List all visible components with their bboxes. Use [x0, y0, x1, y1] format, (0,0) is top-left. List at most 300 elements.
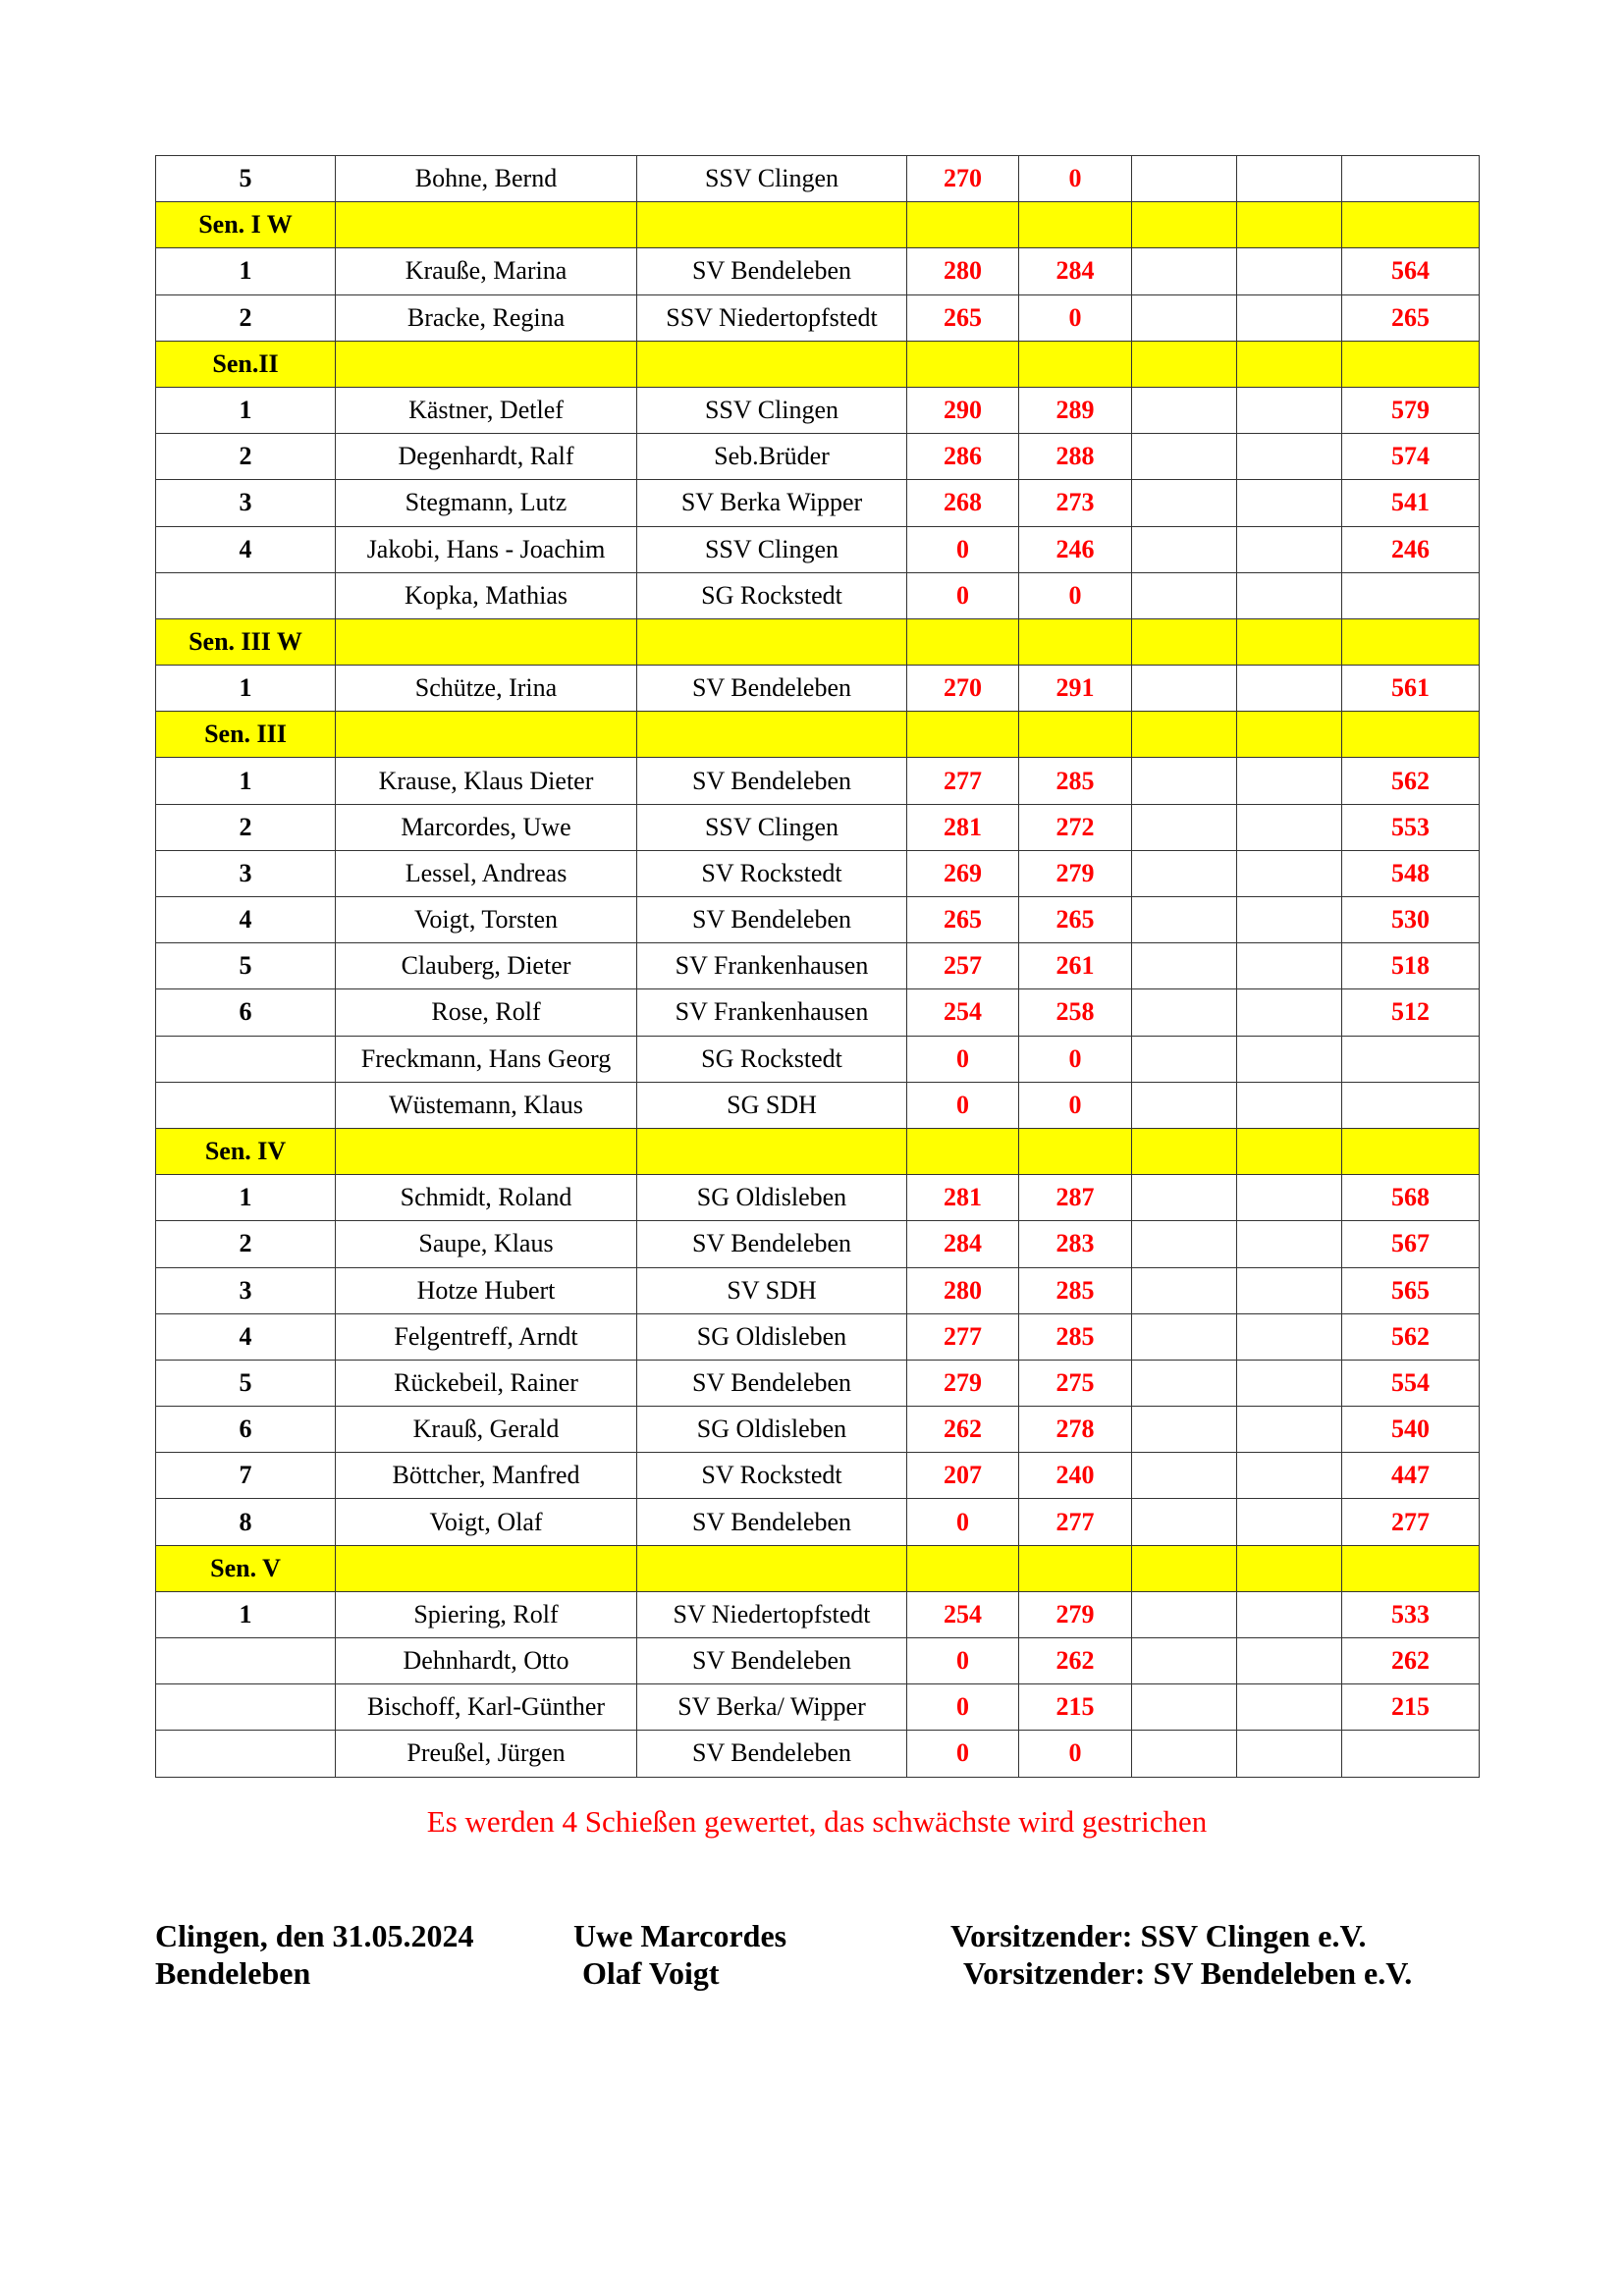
- score-3-cell: [1132, 1638, 1237, 1684]
- score-1-cell: 265: [907, 294, 1019, 341]
- score-4-cell: [1237, 387, 1342, 433]
- score-1-cell: 0: [907, 1731, 1019, 1777]
- empty-cell: [637, 712, 907, 758]
- signature-place-2: Bendeleben: [155, 1955, 311, 1991]
- table-row: [156, 1267, 1480, 1313]
- empty-cell: [907, 1128, 1019, 1174]
- empty-cell: [1019, 618, 1132, 665]
- score-4-cell: [1237, 1221, 1342, 1267]
- score-1-cell: 284: [907, 1221, 1019, 1267]
- table-row: [156, 387, 1480, 433]
- empty-cell: [1237, 202, 1342, 248]
- empty-cell: [907, 712, 1019, 758]
- score-1-cell: 279: [907, 1360, 1019, 1406]
- score-4-cell: [1237, 666, 1342, 712]
- group-header-row: [156, 202, 1480, 248]
- total-cell: 533: [1342, 1591, 1480, 1637]
- total-cell: 246: [1342, 526, 1480, 572]
- table-row: [156, 1360, 1480, 1406]
- empty-cell: [1019, 341, 1132, 387]
- total-cell: 265: [1342, 294, 1480, 341]
- table-row: [156, 526, 1480, 572]
- total-cell: 567: [1342, 1221, 1480, 1267]
- score-4-cell: [1237, 804, 1342, 850]
- score-4-cell: [1237, 1591, 1342, 1637]
- score-2-cell: 258: [1019, 989, 1132, 1036]
- club-cell: SG Rockstedt: [637, 572, 907, 618]
- group-header-row: [156, 712, 1480, 758]
- score-1-cell: 286: [907, 434, 1019, 480]
- score-2-cell: 279: [1019, 1591, 1132, 1637]
- shooter-name-cell: Rose, Rolf: [336, 989, 637, 1036]
- rank-cell: [156, 572, 336, 618]
- table-row: [156, 156, 1480, 202]
- empty-cell: [637, 618, 907, 665]
- shooter-name-cell: Dehnhardt, Otto: [336, 1638, 637, 1684]
- empty-cell: [637, 341, 907, 387]
- score-2-cell: 0: [1019, 294, 1132, 341]
- table-row: [156, 1638, 1480, 1684]
- table-row: [156, 666, 1480, 712]
- score-4-cell: [1237, 897, 1342, 943]
- group-label: Sen.II: [156, 341, 336, 387]
- scoring-note: Es werden 4 Schießen gewertet, das schwächste wird gestrichen: [426, 1804, 1208, 1839]
- total-cell: 562: [1342, 1313, 1480, 1360]
- table-row: [156, 1684, 1480, 1731]
- total-cell: 277: [1342, 1499, 1480, 1545]
- score-1-cell: 0: [907, 1638, 1019, 1684]
- table-row: [156, 294, 1480, 341]
- empty-cell: [1342, 341, 1480, 387]
- score-4-cell: [1237, 1731, 1342, 1777]
- score-3-cell: [1132, 943, 1237, 989]
- score-3-cell: [1132, 480, 1237, 526]
- score-2-cell: 278: [1019, 1407, 1132, 1453]
- club-cell: SV Frankenhausen: [637, 989, 907, 1036]
- shooter-name-cell: Saupe, Klaus: [336, 1221, 637, 1267]
- shooter-name-cell: Degenhardt, Ralf: [336, 434, 637, 480]
- group-header-row: [156, 618, 1480, 665]
- rank-cell: 3: [156, 1267, 336, 1313]
- rank-cell: 1: [156, 248, 336, 294]
- table-row: [156, 989, 1480, 1036]
- score-4-cell: [1237, 526, 1342, 572]
- score-1-cell: 281: [907, 1175, 1019, 1221]
- empty-cell: [1237, 618, 1342, 665]
- score-2-cell: 284: [1019, 248, 1132, 294]
- table-row: [156, 248, 1480, 294]
- rank-cell: [156, 1638, 336, 1684]
- empty-cell: [1237, 1128, 1342, 1174]
- rank-cell: [156, 1731, 336, 1777]
- empty-cell: [637, 202, 907, 248]
- score-4-cell: [1237, 1453, 1342, 1499]
- score-2-cell: 285: [1019, 1313, 1132, 1360]
- club-cell: SSV Niedertopfstedt: [637, 294, 907, 341]
- score-2-cell: 0: [1019, 156, 1132, 202]
- total-cell: [1342, 1082, 1480, 1128]
- score-3-cell: [1132, 897, 1237, 943]
- club-cell: SV Bendeleben: [637, 1360, 907, 1406]
- score-2-cell: 279: [1019, 850, 1132, 896]
- rank-cell: [156, 1036, 336, 1082]
- score-4-cell: [1237, 1267, 1342, 1313]
- club-cell: SV Bendeleben: [637, 897, 907, 943]
- shooter-name-cell: Krauße, Marina: [336, 248, 637, 294]
- score-3-cell: [1132, 1036, 1237, 1082]
- rank-cell: 1: [156, 1175, 336, 1221]
- empty-cell: [907, 618, 1019, 665]
- empty-cell: [907, 1545, 1019, 1591]
- score-2-cell: 285: [1019, 1267, 1132, 1313]
- score-4-cell: [1237, 1082, 1342, 1128]
- score-4-cell: [1237, 572, 1342, 618]
- total-cell: 548: [1342, 850, 1480, 896]
- score-2-cell: 272: [1019, 804, 1132, 850]
- shooter-name-cell: Stegmann, Lutz: [336, 480, 637, 526]
- score-3-cell: [1132, 1267, 1237, 1313]
- score-2-cell: 277: [1019, 1499, 1132, 1545]
- table-row: [156, 572, 1480, 618]
- score-2-cell: 215: [1019, 1684, 1132, 1731]
- score-4-cell: [1237, 1407, 1342, 1453]
- empty-cell: [1342, 1128, 1480, 1174]
- club-cell: SV Bendeleben: [637, 248, 907, 294]
- score-1-cell: 207: [907, 1453, 1019, 1499]
- score-2-cell: 275: [1019, 1360, 1132, 1406]
- total-cell: 262: [1342, 1638, 1480, 1684]
- score-1-cell: 0: [907, 572, 1019, 618]
- empty-cell: [1019, 1128, 1132, 1174]
- shooter-name-cell: Voigt, Olaf: [336, 1499, 637, 1545]
- rank-cell: 2: [156, 804, 336, 850]
- score-2-cell: 0: [1019, 572, 1132, 618]
- club-cell: SSV Clingen: [637, 526, 907, 572]
- group-label: Sen. V: [156, 1545, 336, 1591]
- shooter-name-cell: Schütze, Irina: [336, 666, 637, 712]
- table-row: [156, 1499, 1480, 1545]
- shooter-name-cell: Lessel, Andreas: [336, 850, 637, 896]
- club-cell: SV Bendeleben: [637, 1499, 907, 1545]
- shooter-name-cell: Wüstemann, Klaus: [336, 1082, 637, 1128]
- club-cell: SV Frankenhausen: [637, 943, 907, 989]
- score-1-cell: 254: [907, 989, 1019, 1036]
- empty-cell: [637, 1128, 907, 1174]
- score-4-cell: [1237, 434, 1342, 480]
- table-row: [156, 804, 1480, 850]
- club-cell: SV SDH: [637, 1267, 907, 1313]
- table-row: [156, 1175, 1480, 1221]
- score-3-cell: [1132, 1499, 1237, 1545]
- table-row: [156, 1082, 1480, 1128]
- rank-cell: 1: [156, 387, 336, 433]
- shooter-name-cell: Kopka, Mathias: [336, 572, 637, 618]
- shooter-name-cell: Marcordes, Uwe: [336, 804, 637, 850]
- score-4-cell: [1237, 294, 1342, 341]
- shooter-name-cell: Krause, Klaus Dieter: [336, 758, 637, 804]
- score-3-cell: [1132, 294, 1237, 341]
- group-label: Sen. IV: [156, 1128, 336, 1174]
- score-1-cell: 257: [907, 943, 1019, 989]
- score-3-cell: [1132, 666, 1237, 712]
- score-1-cell: 265: [907, 897, 1019, 943]
- total-cell: 540: [1342, 1407, 1480, 1453]
- score-2-cell: 262: [1019, 1638, 1132, 1684]
- total-cell: 447: [1342, 1453, 1480, 1499]
- empty-cell: [1132, 341, 1237, 387]
- group-label: Sen. III W: [156, 618, 336, 665]
- empty-cell: [1132, 202, 1237, 248]
- rank-cell: 5: [156, 943, 336, 989]
- table-row: [156, 1407, 1480, 1453]
- total-cell: 561: [1342, 666, 1480, 712]
- empty-cell: [1342, 618, 1480, 665]
- score-4-cell: [1237, 1036, 1342, 1082]
- score-4-cell: [1237, 1499, 1342, 1545]
- table-row: [156, 1731, 1480, 1777]
- rank-cell: 1: [156, 1591, 336, 1637]
- empty-cell: [336, 1128, 637, 1174]
- shooter-name-cell: Krauß, Gerald: [336, 1407, 637, 1453]
- score-1-cell: 281: [907, 804, 1019, 850]
- score-4-cell: [1237, 943, 1342, 989]
- score-3-cell: [1132, 1591, 1237, 1637]
- total-cell: 574: [1342, 434, 1480, 480]
- rank-cell: 3: [156, 480, 336, 526]
- total-cell: [1342, 156, 1480, 202]
- empty-cell: [1342, 1545, 1480, 1591]
- score-3-cell: [1132, 1407, 1237, 1453]
- club-cell: Seb.Brüder: [637, 434, 907, 480]
- score-1-cell: 268: [907, 480, 1019, 526]
- club-cell: SG Oldisleben: [637, 1407, 907, 1453]
- rank-cell: 7: [156, 1453, 336, 1499]
- club-cell: SV Bendeleben: [637, 1731, 907, 1777]
- score-3-cell: [1132, 1453, 1237, 1499]
- score-1-cell: 280: [907, 248, 1019, 294]
- total-cell: [1342, 572, 1480, 618]
- score-4-cell: [1237, 1684, 1342, 1731]
- score-2-cell: 288: [1019, 434, 1132, 480]
- club-cell: SV Bendeleben: [637, 1638, 907, 1684]
- total-cell: 554: [1342, 1360, 1480, 1406]
- score-2-cell: 273: [1019, 480, 1132, 526]
- rank-cell: [156, 1082, 336, 1128]
- score-3-cell: [1132, 156, 1237, 202]
- total-cell: 579: [1342, 387, 1480, 433]
- club-cell: SG Oldisleben: [637, 1175, 907, 1221]
- empty-cell: [1132, 712, 1237, 758]
- shooter-name-cell: Kästner, Detlef: [336, 387, 637, 433]
- score-2-cell: 261: [1019, 943, 1132, 989]
- score-3-cell: [1132, 572, 1237, 618]
- score-1-cell: 277: [907, 1313, 1019, 1360]
- club-cell: SG Oldisleben: [637, 1313, 907, 1360]
- table-row: [156, 943, 1480, 989]
- score-1-cell: 254: [907, 1591, 1019, 1637]
- total-cell: 565: [1342, 1267, 1480, 1313]
- total-cell: 541: [1342, 480, 1480, 526]
- score-1-cell: 0: [907, 1082, 1019, 1128]
- score-3-cell: [1132, 248, 1237, 294]
- score-1-cell: 0: [907, 1684, 1019, 1731]
- group-label: Sen. I W: [156, 202, 336, 248]
- rank-cell: 8: [156, 1499, 336, 1545]
- score-1-cell: 280: [907, 1267, 1019, 1313]
- empty-cell: [336, 202, 637, 248]
- club-cell: SSV Clingen: [637, 387, 907, 433]
- empty-cell: [1019, 1545, 1132, 1591]
- empty-cell: [1342, 712, 1480, 758]
- results-table: [155, 155, 1480, 1778]
- score-2-cell: 240: [1019, 1453, 1132, 1499]
- shooter-name-cell: Bracke, Regina: [336, 294, 637, 341]
- shooter-name-cell: Rückebeil, Rainer: [336, 1360, 637, 1406]
- shooter-name-cell: Schmidt, Roland: [336, 1175, 637, 1221]
- empty-cell: [336, 1545, 637, 1591]
- score-3-cell: [1132, 434, 1237, 480]
- score-4-cell: [1237, 156, 1342, 202]
- shooter-name-cell: Hotze Hubert: [336, 1267, 637, 1313]
- total-cell: [1342, 1731, 1480, 1777]
- score-2-cell: 0: [1019, 1036, 1132, 1082]
- table-row: [156, 1221, 1480, 1267]
- empty-cell: [1019, 712, 1132, 758]
- rank-cell: 2: [156, 1221, 336, 1267]
- shooter-name-cell: Bohne, Bernd: [336, 156, 637, 202]
- rank-cell: 6: [156, 1407, 336, 1453]
- table-row: [156, 434, 1480, 480]
- table-row: [156, 850, 1480, 896]
- total-cell: [1342, 1036, 1480, 1082]
- score-1-cell: 277: [907, 758, 1019, 804]
- signature-role-2: Vorsitzender: SV Bendeleben e.V.: [963, 1955, 1413, 1991]
- total-cell: 512: [1342, 989, 1480, 1036]
- club-cell: SV Berka/ Wipper: [637, 1684, 907, 1731]
- empty-cell: [907, 341, 1019, 387]
- rank-cell: 5: [156, 156, 336, 202]
- score-3-cell: [1132, 1360, 1237, 1406]
- score-4-cell: [1237, 1638, 1342, 1684]
- empty-cell: [1237, 341, 1342, 387]
- score-1-cell: 270: [907, 156, 1019, 202]
- signature-place-1: Clingen, den 31.05.2024: [155, 1918, 474, 1953]
- empty-cell: [1237, 1545, 1342, 1591]
- score-3-cell: [1132, 850, 1237, 896]
- total-cell: 562: [1342, 758, 1480, 804]
- score-1-cell: 270: [907, 666, 1019, 712]
- total-cell: 518: [1342, 943, 1480, 989]
- total-cell: 553: [1342, 804, 1480, 850]
- score-1-cell: 0: [907, 1036, 1019, 1082]
- group-label: Sen. III: [156, 712, 336, 758]
- shooter-name-cell: Spiering, Rolf: [336, 1591, 637, 1637]
- score-1-cell: 269: [907, 850, 1019, 896]
- rank-cell: 4: [156, 897, 336, 943]
- empty-cell: [336, 618, 637, 665]
- table-row: [156, 1313, 1480, 1360]
- empty-cell: [1132, 1545, 1237, 1591]
- score-2-cell: 291: [1019, 666, 1132, 712]
- signature-name-1: Uwe Marcordes: [573, 1918, 787, 1953]
- score-3-cell: [1132, 1082, 1237, 1128]
- club-cell: SSV Clingen: [637, 804, 907, 850]
- score-4-cell: [1237, 850, 1342, 896]
- empty-cell: [1019, 202, 1132, 248]
- shooter-name-cell: Preußel, Jürgen: [336, 1731, 637, 1777]
- score-3-cell: [1132, 1175, 1237, 1221]
- club-cell: SV Rockstedt: [637, 1453, 907, 1499]
- table-row: [156, 1036, 1480, 1082]
- score-2-cell: 289: [1019, 387, 1132, 433]
- score-4-cell: [1237, 1175, 1342, 1221]
- empty-cell: [1237, 712, 1342, 758]
- table-row: [156, 480, 1480, 526]
- shooter-name-cell: Bischoff, Karl-Günther: [336, 1684, 637, 1731]
- score-3-cell: [1132, 1731, 1237, 1777]
- score-3-cell: [1132, 1684, 1237, 1731]
- score-4-cell: [1237, 1360, 1342, 1406]
- shooter-name-cell: Böttcher, Manfred: [336, 1453, 637, 1499]
- score-2-cell: 246: [1019, 526, 1132, 572]
- empty-cell: [907, 202, 1019, 248]
- shooter-name-cell: Felgentreff, Arndt: [336, 1313, 637, 1360]
- score-1-cell: 262: [907, 1407, 1019, 1453]
- rank-cell: 5: [156, 1360, 336, 1406]
- rank-cell: 1: [156, 666, 336, 712]
- shooter-name-cell: Voigt, Torsten: [336, 897, 637, 943]
- total-cell: 564: [1342, 248, 1480, 294]
- signature-name-2: Olaf Voigt: [582, 1955, 720, 1991]
- total-cell: 215: [1342, 1684, 1480, 1731]
- table-row: [156, 1453, 1480, 1499]
- score-1-cell: 290: [907, 387, 1019, 433]
- score-1-cell: 0: [907, 1499, 1019, 1545]
- rank-cell: [156, 1684, 336, 1731]
- score-3-cell: [1132, 758, 1237, 804]
- score-1-cell: 0: [907, 526, 1019, 572]
- empty-cell: [1132, 1128, 1237, 1174]
- club-cell: SV Bendeleben: [637, 666, 907, 712]
- score-4-cell: [1237, 989, 1342, 1036]
- rank-cell: 4: [156, 526, 336, 572]
- club-cell: SV Berka Wipper: [637, 480, 907, 526]
- empty-cell: [336, 712, 637, 758]
- table-row: [156, 758, 1480, 804]
- group-header-row: [156, 341, 1480, 387]
- score-3-cell: [1132, 1221, 1237, 1267]
- score-2-cell: 0: [1019, 1082, 1132, 1128]
- score-2-cell: 285: [1019, 758, 1132, 804]
- total-cell: 568: [1342, 1175, 1480, 1221]
- total-cell: 530: [1342, 897, 1480, 943]
- score-2-cell: 283: [1019, 1221, 1132, 1267]
- score-3-cell: [1132, 387, 1237, 433]
- empty-cell: [1132, 618, 1237, 665]
- score-4-cell: [1237, 1313, 1342, 1360]
- score-3-cell: [1132, 804, 1237, 850]
- score-4-cell: [1237, 758, 1342, 804]
- group-header-row: [156, 1128, 1480, 1174]
- score-3-cell: [1132, 989, 1237, 1036]
- shooter-name-cell: Clauberg, Dieter: [336, 943, 637, 989]
- empty-cell: [336, 341, 637, 387]
- rank-cell: 2: [156, 294, 336, 341]
- rank-cell: 4: [156, 1313, 336, 1360]
- score-2-cell: 287: [1019, 1175, 1132, 1221]
- score-3-cell: [1132, 1313, 1237, 1360]
- results-body: [156, 156, 1480, 1778]
